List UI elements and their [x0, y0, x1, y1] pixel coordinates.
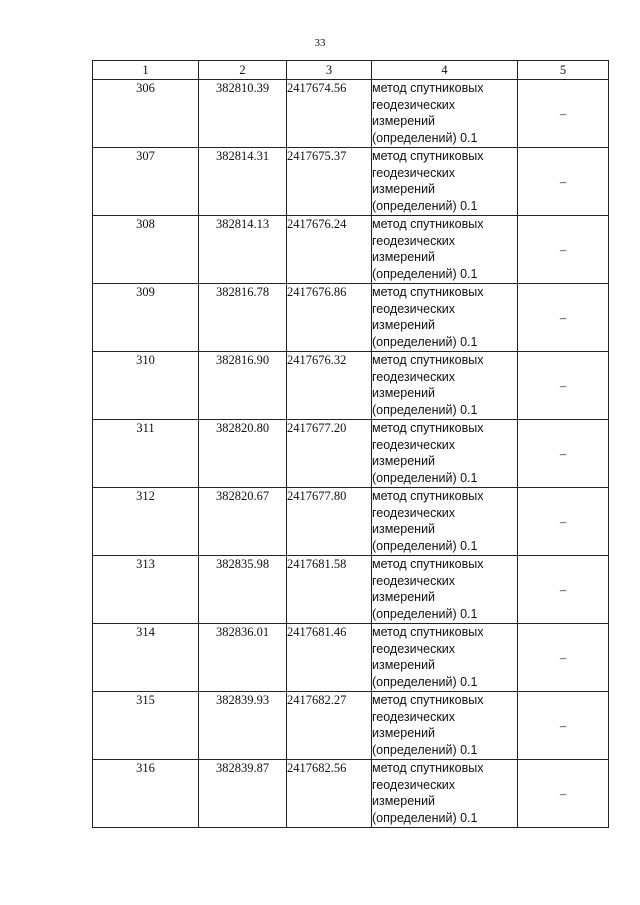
- method-text-line: метод спутниковых: [372, 149, 484, 163]
- x-coordinate-cell: 382816.78: [199, 284, 287, 352]
- y-coordinate-cell: 2417682.27: [287, 692, 372, 760]
- table-row: [93, 488, 609, 556]
- point-number-cell: 309: [93, 284, 199, 352]
- point-number-cell: 313: [93, 556, 199, 624]
- y-coordinate-cell: 2417676.32: [287, 352, 372, 420]
- method-text-line: (определений) 0.1: [372, 606, 478, 621]
- table-row: [93, 284, 609, 352]
- note-cell: –: [518, 692, 609, 760]
- point-number-cell: 307: [93, 148, 199, 216]
- y-coordinate-cell: 2417681.58: [287, 556, 372, 624]
- method-text-line: метод спутниковых: [372, 285, 484, 299]
- header-row: [93, 61, 609, 80]
- method-text-line: (определений) 0.1: [372, 334, 478, 349]
- note-cell: –: [518, 284, 609, 352]
- method-text-line: (определений) 0.1: [372, 470, 478, 485]
- method-text-line: геодезических: [372, 97, 456, 112]
- y-coordinate-cell: 2417681.46: [287, 624, 372, 692]
- method-text-line: геодезических: [372, 233, 456, 248]
- method-cell: [372, 80, 518, 148]
- method-text-line: метод спутниковых: [372, 217, 484, 231]
- note-cell: –: [518, 760, 609, 828]
- method-cell: [372, 148, 518, 216]
- point-number-cell: 315: [93, 692, 199, 760]
- table-row: [93, 420, 609, 488]
- method-cell: [372, 760, 518, 828]
- method-text-line: измерений: [372, 386, 436, 400]
- method-text-line: геодезических: [372, 709, 456, 724]
- x-coordinate-cell: 382820.67: [199, 488, 287, 556]
- method-text-line: метод спутниковых: [372, 761, 484, 775]
- method-text-line: измерений: [372, 794, 436, 808]
- method-text-line: (определений) 0.1: [372, 266, 478, 281]
- method-text-line: измерений: [372, 182, 436, 196]
- note-cell: –: [518, 624, 609, 692]
- table-row: [93, 80, 609, 148]
- method-cell: [372, 420, 518, 488]
- method-text-line: геодезических: [372, 369, 456, 384]
- table-row: [93, 692, 609, 760]
- table-row: [93, 352, 609, 420]
- method-text-line: геодезических: [372, 777, 456, 792]
- y-coordinate-cell: 2417675.37: [287, 148, 372, 216]
- x-coordinate-cell: 382820.80: [199, 420, 287, 488]
- x-coordinate-cell: 382839.87: [199, 760, 287, 828]
- method-text-line: геодезических: [372, 165, 456, 180]
- method-text-line: метод спутниковых: [372, 353, 484, 367]
- column-header-2: 2: [199, 61, 287, 80]
- x-coordinate-cell: 382816.90: [199, 352, 287, 420]
- x-coordinate-cell: 382839.93: [199, 692, 287, 760]
- note-cell: –: [518, 488, 609, 556]
- point-number-cell: 310: [93, 352, 199, 420]
- table-body: [93, 80, 609, 828]
- x-coordinate-cell: 382814.31: [199, 148, 287, 216]
- method-text-line: метод спутниковых: [372, 693, 484, 707]
- column-header-1: 1: [93, 61, 199, 80]
- method-text-line: метод спутниковых: [372, 81, 484, 95]
- note-cell: –: [518, 148, 609, 216]
- point-number-cell: 308: [93, 216, 199, 284]
- note-cell: –: [518, 80, 609, 148]
- method-text-line: метод спутниковых: [372, 421, 484, 435]
- method-text-line: (определений) 0.1: [372, 810, 478, 825]
- method-cell: [372, 352, 518, 420]
- y-coordinate-cell: 2417676.24: [287, 216, 372, 284]
- method-text-line: геодезических: [372, 573, 456, 588]
- column-header-3: 3: [287, 61, 372, 80]
- point-number-cell: 314: [93, 624, 199, 692]
- method-text-line: измерений: [372, 726, 436, 740]
- method-text-line: (определений) 0.1: [372, 742, 478, 757]
- column-header-4: 4: [372, 61, 518, 80]
- note-cell: –: [518, 556, 609, 624]
- x-coordinate-cell: 382836.01: [199, 624, 287, 692]
- table-row: [93, 556, 609, 624]
- point-number-cell: 311: [93, 420, 199, 488]
- point-number-cell: 306: [93, 80, 199, 148]
- page-number: 33: [314, 37, 326, 49]
- table-row: [93, 760, 609, 828]
- method-text-line: (определений) 0.1: [372, 402, 478, 417]
- method-text-line: измерений: [372, 522, 436, 536]
- y-coordinate-cell: 2417676.86: [287, 284, 372, 352]
- method-text-line: измерений: [372, 318, 436, 332]
- y-coordinate-cell: 2417677.20: [287, 420, 372, 488]
- column-header-5: 5: [518, 61, 609, 80]
- method-text-line: измерений: [372, 114, 436, 128]
- method-text-line: геодезических: [372, 505, 456, 520]
- point-number-cell: 316: [93, 760, 199, 828]
- table-row: [93, 216, 609, 284]
- table-row: [93, 148, 609, 216]
- method-cell: [372, 692, 518, 760]
- method-text-line: измерений: [372, 590, 436, 604]
- method-text-line: геодезических: [372, 437, 456, 452]
- table-header: [93, 61, 609, 80]
- note-cell: –: [518, 216, 609, 284]
- method-text-line: измерений: [372, 250, 436, 264]
- method-text-line: (определений) 0.1: [372, 538, 478, 553]
- note-cell: –: [518, 352, 609, 420]
- coordinates-table: [92, 60, 609, 828]
- y-coordinate-cell: 2417682.56: [287, 760, 372, 828]
- table-row: [93, 624, 609, 692]
- x-coordinate-cell: 382814.13: [199, 216, 287, 284]
- method-text-line: метод спутниковых: [372, 557, 484, 571]
- method-text-line: измерений: [372, 454, 436, 468]
- point-number-cell: 312: [93, 488, 199, 556]
- method-cell: [372, 488, 518, 556]
- method-cell: [372, 624, 518, 692]
- y-coordinate-cell: 2417677.80: [287, 488, 372, 556]
- method-cell: [372, 556, 518, 624]
- method-text-line: измерений: [372, 658, 436, 672]
- x-coordinate-cell: 382835.98: [199, 556, 287, 624]
- method-cell: [372, 216, 518, 284]
- method-text-line: (определений) 0.1: [372, 674, 478, 689]
- method-text-line: геодезических: [372, 641, 456, 656]
- note-cell: –: [518, 420, 609, 488]
- y-coordinate-cell: 2417674.56: [287, 80, 372, 148]
- method-text-line: метод спутниковых: [372, 625, 484, 639]
- method-text-line: метод спутниковых: [372, 489, 484, 503]
- method-text-line: (определений) 0.1: [372, 198, 478, 213]
- method-text-line: (определений) 0.1: [372, 130, 478, 145]
- method-cell: [372, 284, 518, 352]
- method-text-line: геодезических: [372, 301, 456, 316]
- x-coordinate-cell: 382810.39: [199, 80, 287, 148]
